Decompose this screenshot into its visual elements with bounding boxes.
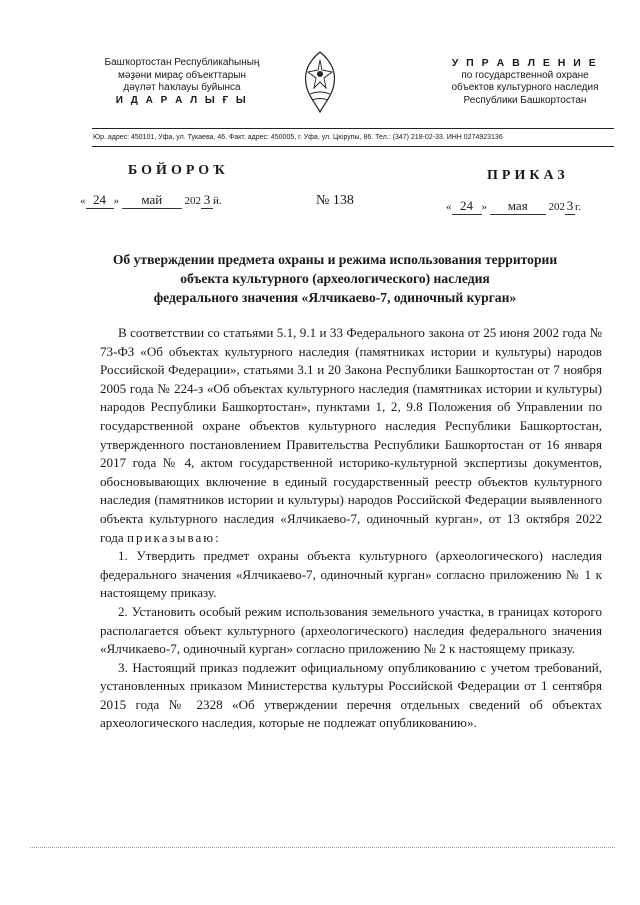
issuer-name-bashkir xyxy=(82,57,282,107)
preamble-paragraph xyxy=(100,324,602,547)
header-divider xyxy=(92,128,614,129)
issuer-name-russian xyxy=(440,57,610,107)
issuer-line: Башҡортостан Республикаһының xyxy=(104,57,260,68)
address-line: Юр. адрес: 450101, Уфа, ул. Тукаева, 46. Факт. адрес: 450005, г. Уфа, ул. Цюрупы, 86. Тел.: (347) 218-02-33. ИНН 0274923136 xyxy=(93,134,503,141)
issuer-line: Республики Башкортостан xyxy=(463,94,587,106)
date-month: май xyxy=(122,192,182,209)
date-year-digit: 3 xyxy=(201,192,213,209)
issuer-line-spaced: И Д А Р А Л Ы Ғ Ы xyxy=(115,94,249,106)
emblem-icon xyxy=(296,50,344,114)
date-year-prefix: 202 xyxy=(548,201,565,213)
date-suffix: г. xyxy=(575,201,582,213)
date-day: 24 xyxy=(452,198,482,215)
date-year-digit: 3 xyxy=(566,198,574,213)
date-suffix: й. xyxy=(213,195,222,207)
issuer-line: дәүләт һаҡлауы буйынса xyxy=(123,82,241,93)
issuer-line: объектов культурного наследия xyxy=(451,82,599,93)
issuer-line-spaced: У П Р А В Л Е Н И Е xyxy=(451,57,599,69)
date-russian: « 24 » мая 202 3 г. xyxy=(446,198,582,213)
date-year-prefix: 202 xyxy=(184,195,201,207)
order-item: 2. Установить особый режим использования земельного участка, в границах которого располагается объект культурного (археологического) наследия федерального значения «Ялчикаево-7, одиночный курган» согласно приложению № 2 к настоящему приказу. xyxy=(100,603,602,657)
order-item: 1. Утвердить предмет охраны объекта культурного (археологического) наследия федерального значения «Ялчикаево-7, одиночный курган» согласно приложению № 1 к настоящему приказу. xyxy=(100,548,602,601)
order-word: приказываю: xyxy=(126,529,221,545)
date-day: 24 xyxy=(86,192,114,209)
date-month: мая xyxy=(490,198,546,215)
decree-title-russian: ПРИКАЗ xyxy=(487,168,569,183)
decree-number: № 138 xyxy=(316,193,354,208)
document-title: Об утверждении предмета охраны и режима использования территории объекта культурного (археологического) наследия федерального значения «Ялчикаево-7, одиночный курган» xyxy=(112,252,558,305)
issuer-line: по государственной охране xyxy=(461,69,589,81)
decree-title-bashkir: БОЙОРОҠ xyxy=(128,163,229,178)
scan-artifact-line xyxy=(30,847,615,848)
document-body xyxy=(100,324,602,733)
preamble-text: В соответствии со статьями 5.1, 9.1 и 33 Федерального закона от 25 июня 2002 года № 73-ФЗ «Об объектах культурного наследия (памятниках истории и культуры) народов Российской Федерации», статьями 3.1 и 20 Закона Республики Башкортостан от 7 ноября 2005 года № 224-з «Об объектах культурного наследия (памятниках истории и культуры) народов Республики Башкортостан», пунктами 1, 2, 9.8 Положения об Управлении по государственной охране объектов культурного наследия Республики Башкортостан, утвержденного постановлением Правительства Республики Башкортостан от 16 января 2017 года № 4, актом государственной историко-культурной экспертизы документов, обосновывающих включение в единый государственный реестр объектов культурного наследия (памятников истории и культуры) народов Российской Федерации выявленного объекта культурного наследия «Ялчикаево-7, одиночный курган», от 13 октября 2022 года xyxy=(100,325,602,545)
header-divider xyxy=(92,146,614,147)
date-bashkir: « 24 » май 202 3 й. xyxy=(80,192,222,207)
order-item: 3. Настоящий приказ подлежит официальному опубликованию с учетом требований, установленных приказом Министерства культуры Российской Федерации от 1 сентября 2015 года № 2328 «Об утверждении перечня отдельных сведений об объектах археологического наследия, которые не подлежат опубликованию». xyxy=(100,659,602,731)
issuer-line: мәҙәни мираҫ объекттарын xyxy=(118,69,246,81)
